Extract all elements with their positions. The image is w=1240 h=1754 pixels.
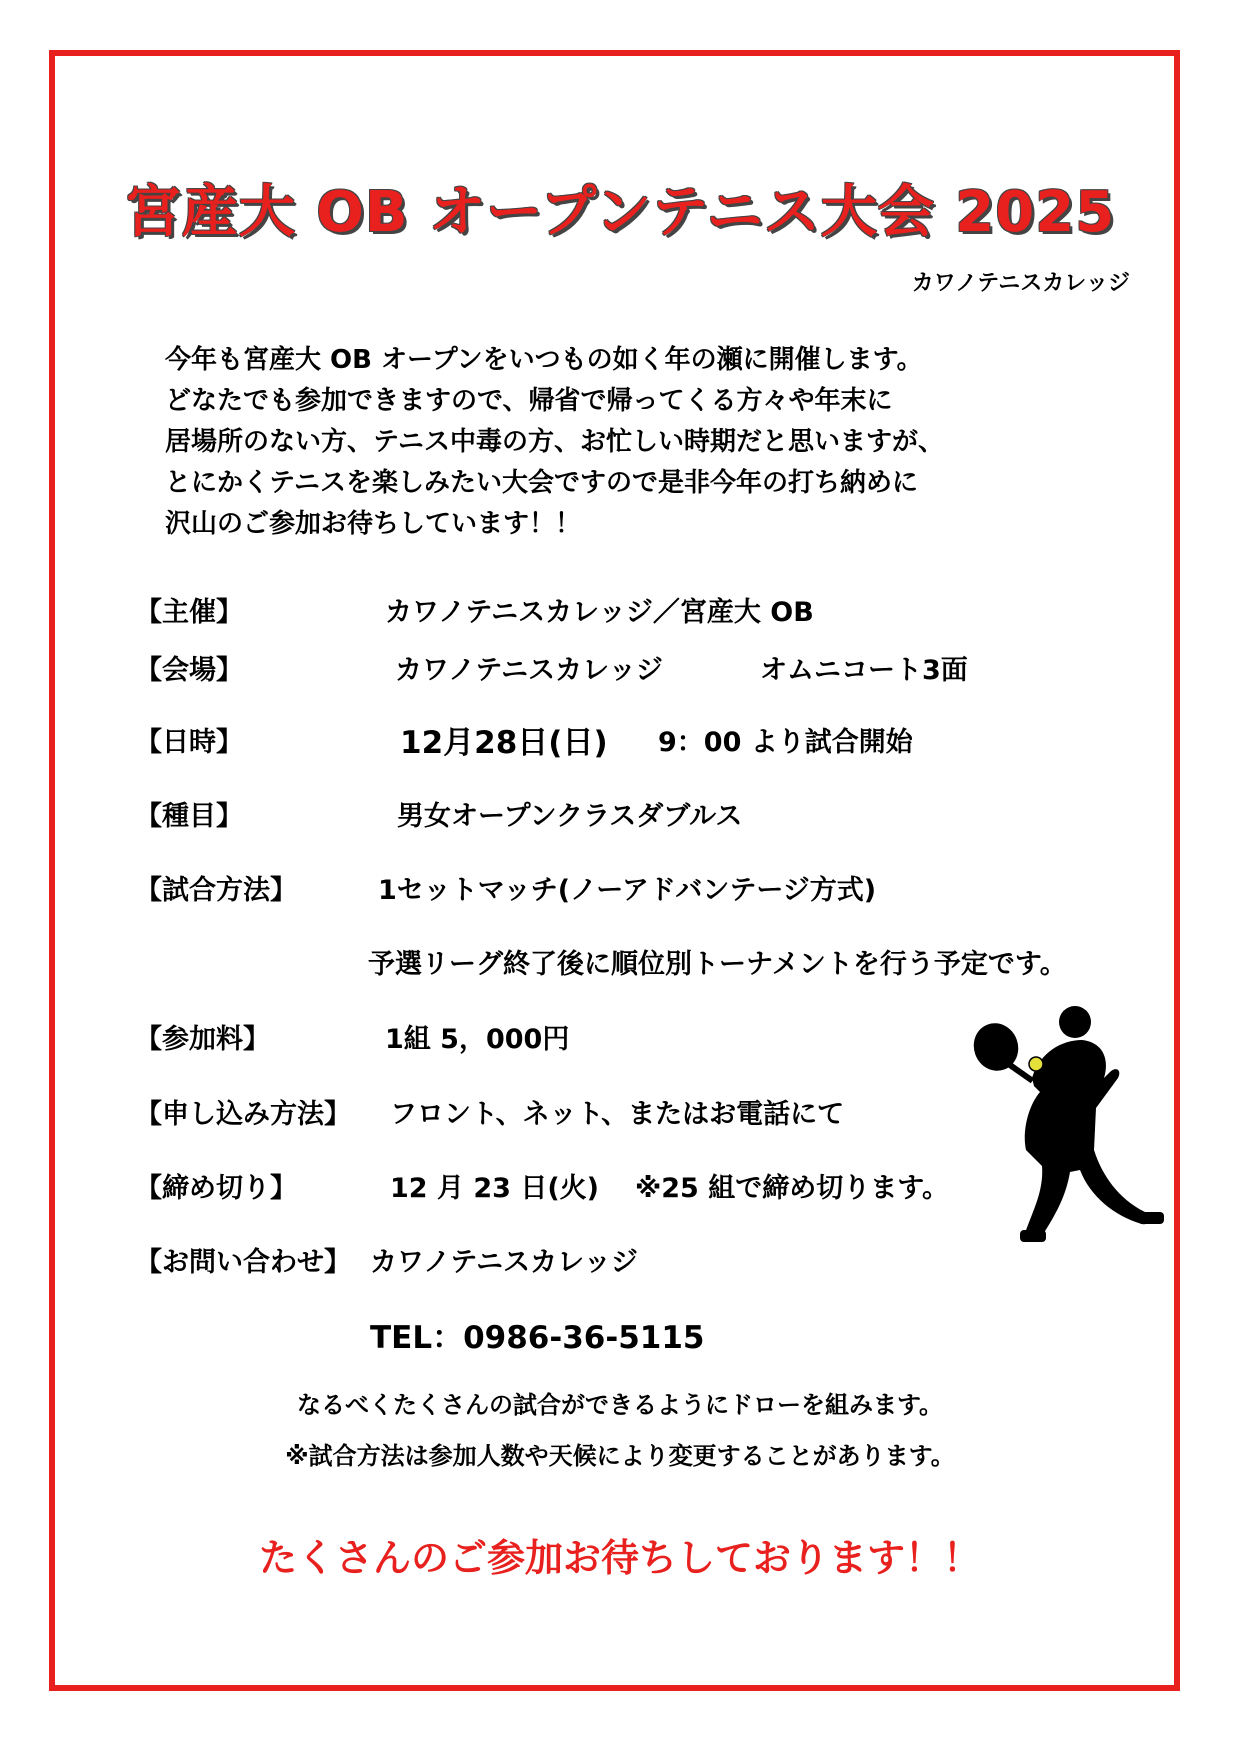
contact-tel: TEL：0986-36-5115	[370, 1320, 705, 1356]
event-label: 【種目】	[135, 801, 243, 832]
contact-value: カワノテニスカレッジ	[370, 1247, 638, 1278]
intro-line: 沢山のご参加お待ちしています！！	[165, 509, 582, 539]
page-title: 宮産大 OB オープンテニス大会 2025	[124, 180, 1116, 245]
datetime-time: 9：00 より試合開始	[658, 727, 913, 758]
apply-value: フロント、ネット、またはお電話にて	[390, 1099, 845, 1130]
intro-line: 今年も宮産大 OB オープンをいつもの如く年の瀬に開催します。	[165, 345, 923, 375]
deadline-label: 【締め切り】	[135, 1173, 297, 1204]
event-value: 男女オープンクラスダブルス	[397, 801, 743, 832]
venue-courts: オムニコート3面	[760, 655, 968, 686]
fee-label: 【参加料】	[135, 1024, 270, 1055]
note-line: ※試合方法は参加人数や天候により変更することがあります。	[285, 1442, 955, 1470]
sponsor-value: カワノテニスカレッジ／宮産大 OB	[385, 597, 814, 628]
format-note: 予選リーグ終了後に順位別トーナメントを行う予定です。	[368, 949, 1067, 980]
contact-label: 【お問い合わせ】	[135, 1247, 351, 1278]
fee-value: 1組 5，000円	[385, 1024, 570, 1055]
sponsor-label: 【主催】	[135, 597, 243, 628]
apply-label: 【申し込み方法】	[135, 1099, 351, 1130]
datetime-date: 12月28日(日)	[400, 725, 608, 761]
intro-line: とにかくテニスを楽しみたい大会ですので是非今年の打ち納めに	[165, 468, 918, 498]
organizer-name: カワノテニスカレッジ	[911, 271, 1130, 296]
datetime-label: 【日時】	[135, 727, 243, 758]
venue-value: カワノテニスカレッジ	[395, 655, 663, 686]
tennis-player-silhouette-icon	[970, 1000, 1170, 1250]
note-line: なるべくたくさんの試合ができるようにドローを組みます。	[296, 1391, 944, 1419]
closing-message: たくさんのご参加お待ちしております！！	[258, 1536, 981, 1580]
intro-line: 居場所のない方、テニス中毒の方、お忙しい時期だと思いますが、	[165, 427, 944, 457]
format-label: 【試合方法】	[135, 875, 297, 906]
format-value: 1セットマッチ(ノーアドバンテージ方式)	[378, 875, 877, 906]
intro-text	[165, 340, 1085, 545]
deadline-note: ※25 組で締め切ります。	[635, 1173, 950, 1204]
intro-line: どなたでも参加できますので、帰省で帰ってくる方々や年末に	[165, 386, 893, 416]
deadline-date: 12 月 23 日(火)	[390, 1173, 600, 1204]
venue-label: 【会場】	[135, 655, 243, 686]
